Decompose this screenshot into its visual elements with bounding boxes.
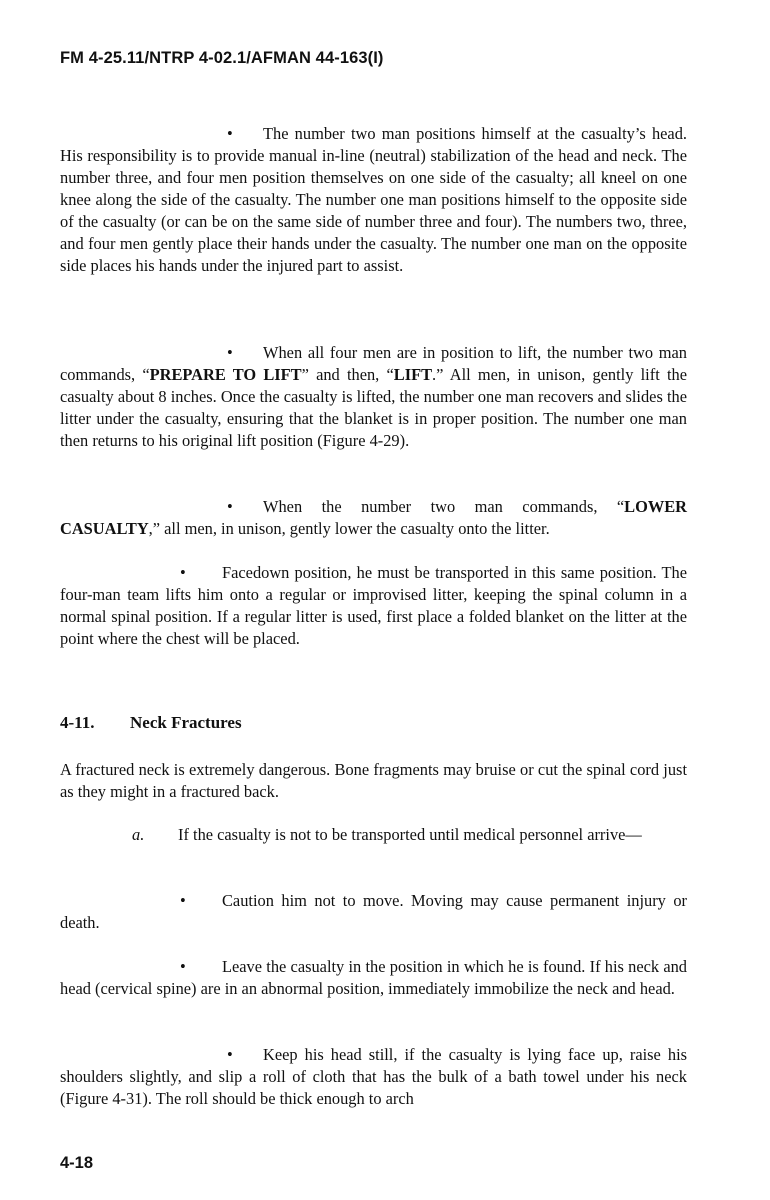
bullet-marker: •: [227, 1045, 233, 1064]
paragraph-text: A fractured neck is extremely dangerous. Bone fragments may bruise or cut the spinal cord just as they might in a fractured back.: [60, 760, 687, 801]
paragraph-text: If the casualty is not to be transported until medical personnel arrive—: [178, 825, 642, 844]
bullet-marker: •: [227, 124, 233, 143]
command-prepare-to-lift: PREPARE TO LIFT: [149, 365, 302, 384]
section-title: Neck Fractures: [130, 713, 242, 732]
paragraph-text: Leave the casualty in the position in which he is found. If his neck and head (cervical spine) are in an abnormal position, immediately immobilize the neck and head.: [60, 957, 687, 998]
command-lift: LIFT: [393, 365, 433, 384]
paragraph-subitem-a: [60, 824, 687, 846]
paragraph-leave-in-position: [60, 956, 687, 1000]
command-lower-casualty: LOWER CASUALTY: [60, 497, 687, 538]
page-number: 4-18: [60, 1154, 94, 1172]
bullet-marker: •: [227, 497, 233, 516]
paragraph-text-start: When the number two man commands, “: [263, 497, 625, 516]
bullet-marker: •: [180, 891, 186, 910]
bullet-marker: •: [227, 343, 233, 362]
bullet-marker: •: [180, 563, 186, 582]
section-heading: [60, 713, 242, 733]
paragraph-keep-head-still: [60, 1044, 687, 1110]
paragraph-text: The number two man positions himself at the casualty’s head. His responsibility is to provide manual in-line (neutral) stabilization of the head and neck. The number three, and four men position themselves on one side of the casualty; all kneel on one knee along the side of the casualty. The number one man positions himself to the opposite side of the casualty (or can be on the same side of number three and four). The numbers two, three, and four men gently place their hands under the casualty. The number one man on the opposite side places his hands under the injured part to assist.: [60, 124, 687, 275]
paragraph-text: Keep his head still, if the casualty is lying face up, raise his shoulders slightly, and slip a roll of cloth that has the bulk of a bath towel under his neck (Figure 4-31). The roll should be thick enough to arch: [60, 1045, 687, 1108]
paragraph-caution-not-to-move: [60, 890, 687, 934]
paragraph-lower-casualty: [60, 496, 687, 540]
bullet-marker: •: [180, 957, 186, 976]
paragraph-neck-fracture-intro: [60, 759, 687, 803]
paragraph-text: Facedown position, he must be transported in this same position. The four-man team lifts him onto a regular or improvised litter, keeping the spinal column in a normal spinal position. If a regular litter is used, first place a folded blanket on the litter at the point where the chest will be placed.: [60, 563, 687, 648]
paragraph-text-end: .” All men, in unison, gently lift the casualty about 8 inches. Once the casualty is lifted, the number one man recovers and slides the litter under the casualty, ensuring that the blanket is in proper position. The number one man then returns to his original lift position (Figure 4-29).: [60, 365, 687, 450]
paragraph-text-end: ,” all men, in unison, gently lower the casualty onto the litter.: [148, 519, 550, 538]
subitem-label: a.: [132, 825, 145, 844]
paragraph-text: Caution him not to move. Moving may cause permanent injury or death.: [60, 891, 687, 932]
document-header: FM 4-25.11/NTRP 4-02.1/AFMAN 44-163(I): [60, 49, 384, 67]
section-number: 4-11.: [60, 713, 95, 732]
paragraph-text-middle: ” and then, “: [301, 365, 394, 384]
paragraph-number-two-man: [60, 123, 687, 277]
paragraph-facedown-position: [60, 562, 687, 650]
paragraph-text-start: When all four men are in position to lift, the number two man commands, “: [60, 343, 687, 384]
paragraph-prepare-to-lift: [60, 342, 687, 452]
